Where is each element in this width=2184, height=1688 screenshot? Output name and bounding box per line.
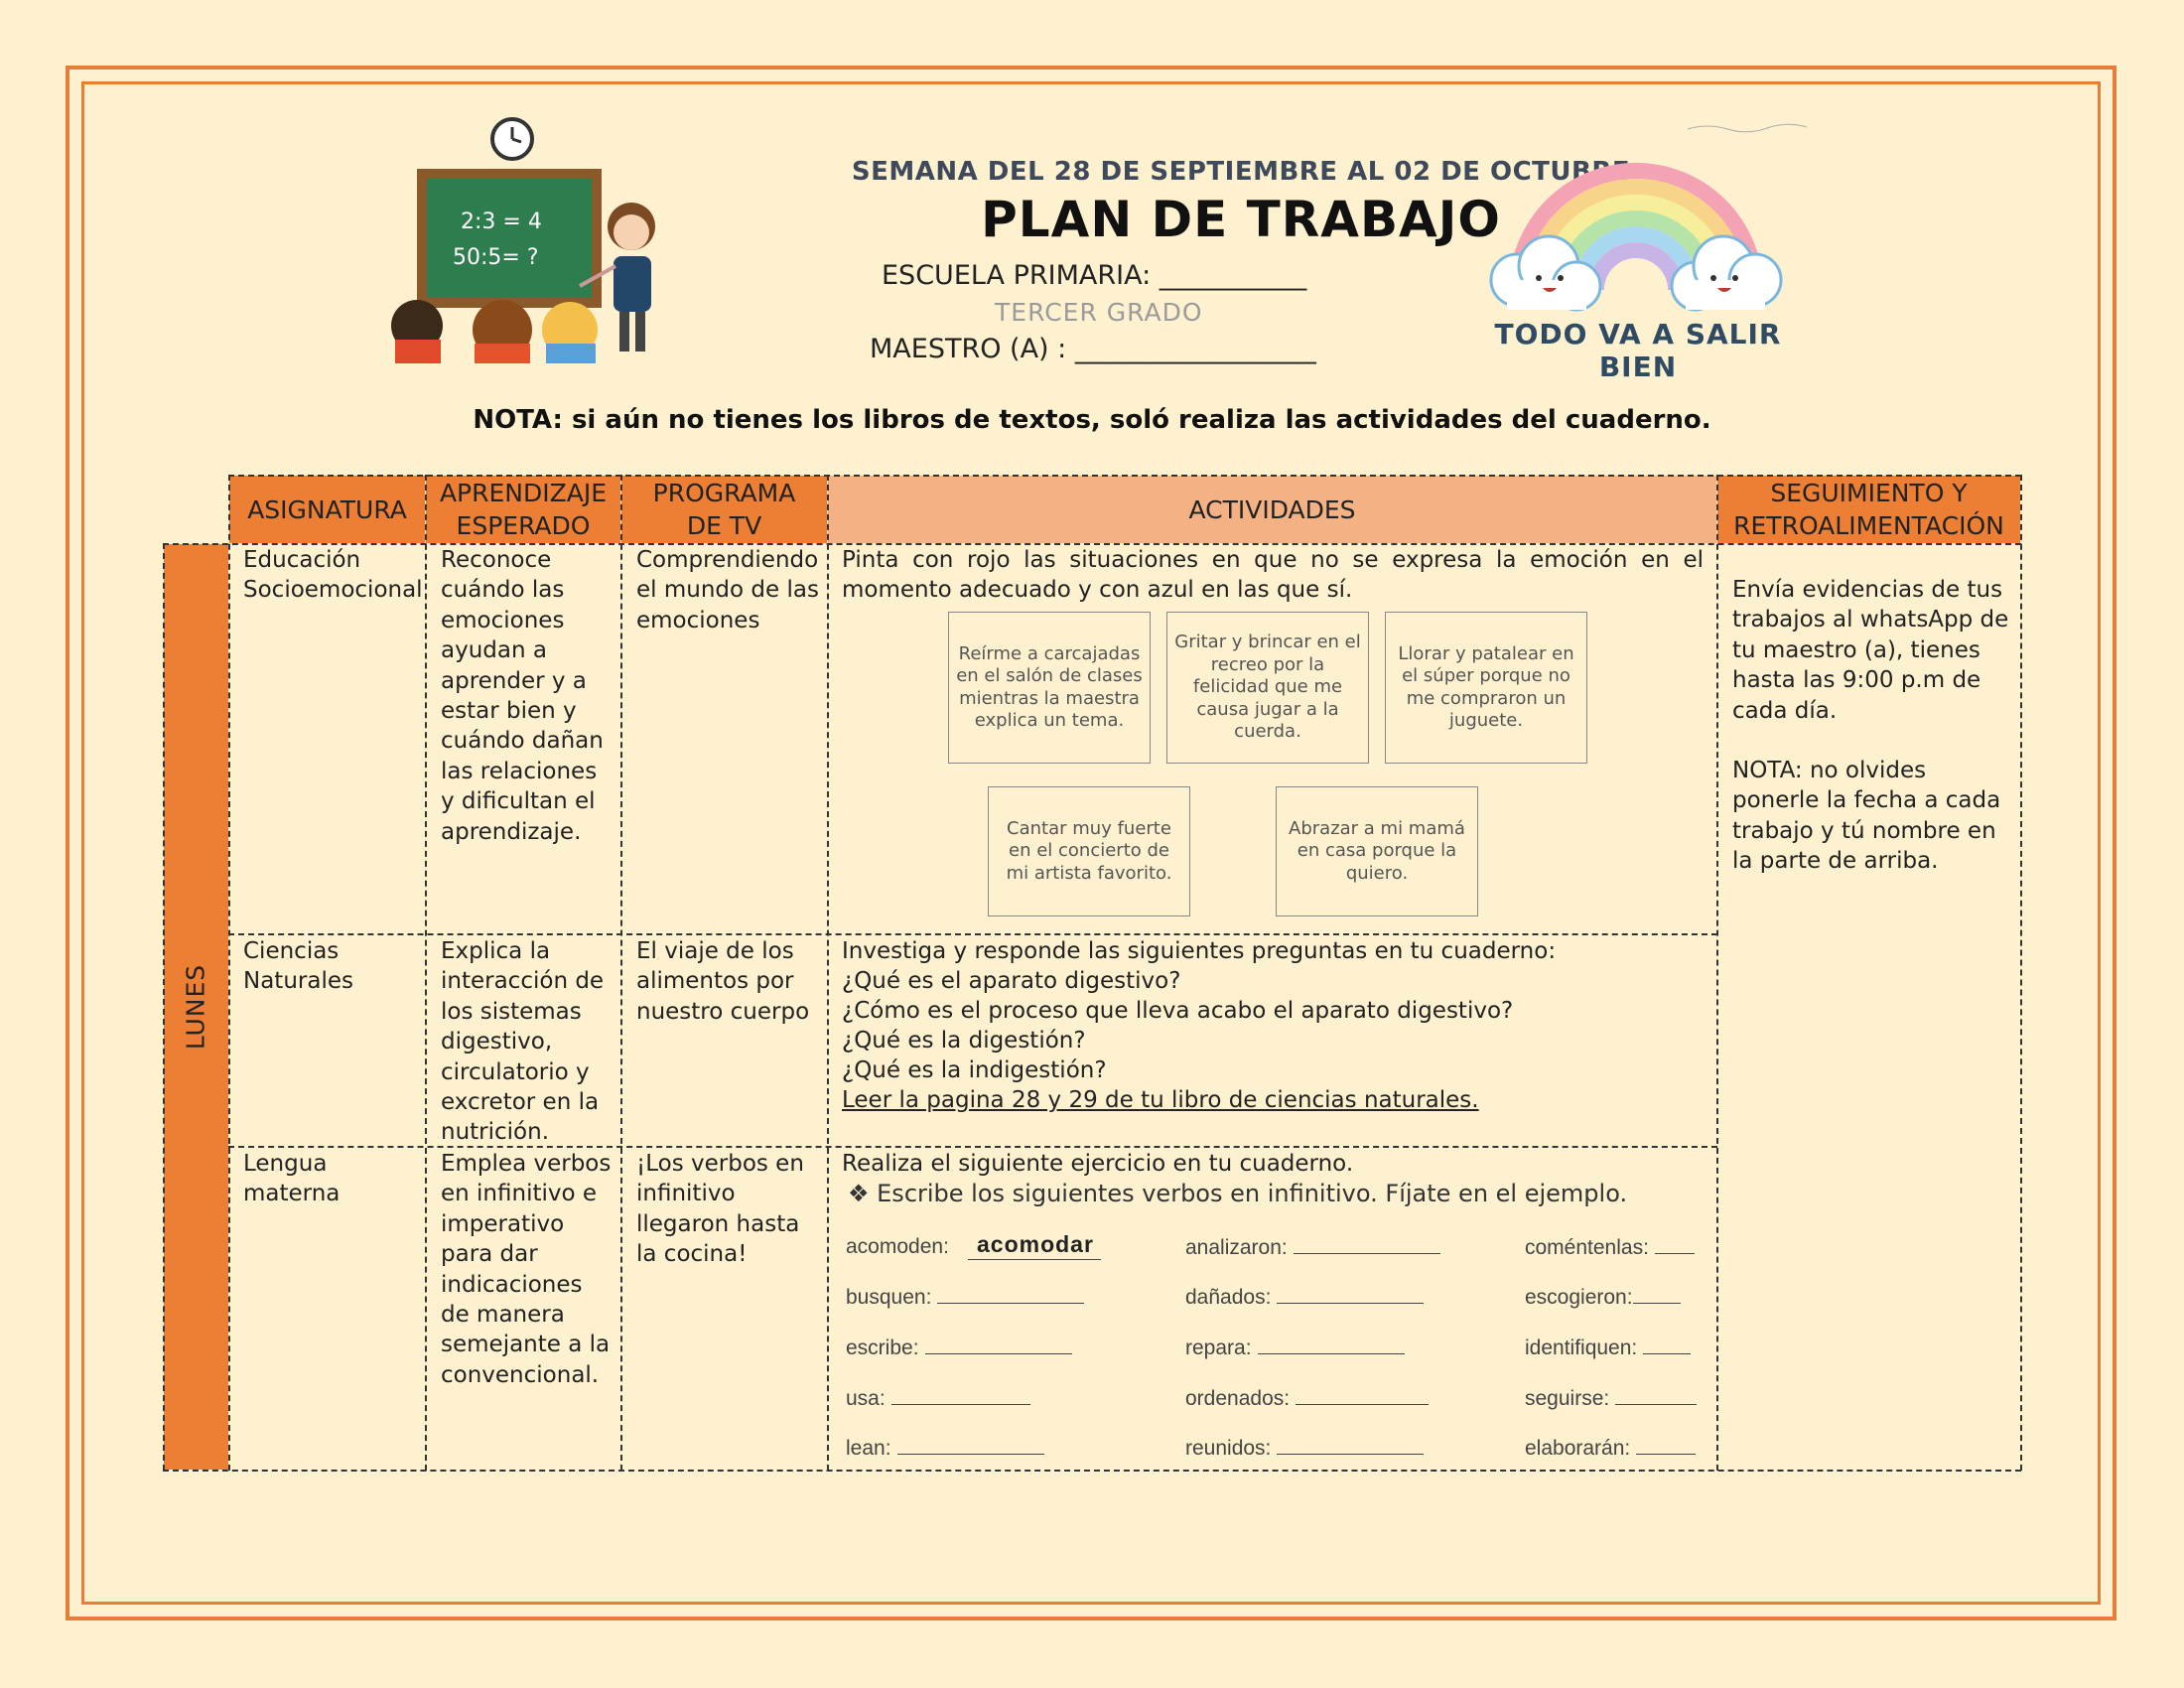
teacher-classroom-illustration [381, 117, 669, 363]
row1-actividad: Pinta con rojo las situaciones en que no se expresa la emoción en el momento adecuado y con azul en las que sí. [842, 547, 1704, 604]
row3-programa: ¡Los verbos en infinitivo llegaron hasta la cocina! [636, 1151, 804, 1268]
verb-item: identifiquen: [1525, 1336, 1691, 1360]
verb-item: analizaron: [1185, 1235, 1440, 1260]
verb-item: elaborarán: [1525, 1436, 1696, 1461]
row2-asignatura: Ciencias Naturales [243, 938, 353, 995]
example-answer-line [968, 1259, 1101, 1260]
row3-actividad: Realiza el siguiente ejercicio en tu cuaderno. [842, 1151, 1354, 1177]
grid-bottom [163, 1470, 2021, 1472]
seguimiento-text: Envía evidencias de tus trabajos al whatsApp de tu maestro (a), tienes hasta las 9:00 p.m de cada día. [1732, 577, 2009, 724]
emotion-box: Reírme a carcajadas en el salón de clases mientras la maestra explica un tema. [948, 612, 1151, 764]
row1-aprendizaje: Reconoce cuándo las emociones ayudan a aprender y a estar bien y cuándo dañan las relaciones y dificultan el aprendizaje. [441, 547, 604, 845]
verb-item: acomoden: [846, 1235, 949, 1258]
grade-label: TERCER GRADO [995, 298, 1203, 327]
grid-v5 [1716, 475, 1718, 1471]
verb-item: repara: [1185, 1336, 1405, 1360]
row3-asignatura: Lengua materna [243, 1151, 341, 1207]
row1-asignatura: Educación Socioemocional [243, 547, 423, 604]
row2-actividad-line: ¿Qué es el aparato digestivo? [842, 968, 1181, 994]
board-text-2: 50:5= ? [453, 245, 539, 270]
row1-programa: Comprendiendo el mundo de las emociones [636, 547, 819, 633]
school-field: ESCUELA PRIMARIA: ___________ [882, 260, 1307, 291]
grid-v1 [228, 475, 230, 1471]
row2-programa: El viaje de los alimentos por nuestro cuerpo [636, 938, 810, 1025]
grid-left [163, 543, 165, 1471]
verb-item: dañados: [1185, 1285, 1424, 1310]
header-aprendizaje: APRENDIZAJE ESPERADO [439, 479, 608, 540]
row3-aprendizaje: Emplea verbos en infinitivo e imperativo para dar indicaciones de manera semejante a la convencional. [441, 1151, 612, 1388]
header-seguimiento: SEGUIMIENTO Y RETROALIMENTACIÓN [1733, 479, 2004, 540]
grid-right [2020, 475, 2022, 1471]
verb-item: reunidos: [1185, 1436, 1424, 1461]
emotion-box: Gritar y brincar en el recreo por la felicidad que me causa jugar a la cuerda. [1166, 612, 1369, 764]
verb-item: usa: [846, 1386, 1030, 1411]
example-answer: acomodar [977, 1231, 1094, 1257]
row2-actividad-line: ¿Qué es la digestión? [842, 1028, 1086, 1054]
week-range: SEMANA DEL 28 DE SEPTIEMBRE AL 02 DE OCTUBRE [851, 157, 1631, 187]
grid-v3 [620, 475, 622, 1471]
emotion-box: Cantar muy fuerte en el concierto de mi artista favorito. [988, 786, 1190, 916]
row2-actividad-line: ¿Cómo es el proceso que lleva acabo el aparato digestivo? [842, 998, 1514, 1024]
verb-item: ordenados: [1185, 1386, 1429, 1411]
day-label: LUNES [181, 963, 210, 1051]
emotion-box: Llorar y patalear en el súper porque no me compraron un juguete. [1385, 612, 1587, 764]
verb-item: coméntenlas: [1525, 1235, 1695, 1260]
grid-top [228, 475, 2021, 477]
row2-actividad-link[interactable]: Leer la pagina 28 y 29 de tu libro de ciencias naturales. [842, 1087, 1479, 1113]
verb-item: lean: [846, 1436, 1044, 1461]
header-actividades: ACTIVIDADES [1188, 494, 1356, 524]
exercise-instruction: ❖ Escribe los siguientes verbos en infinitivo. Fíjate en el ejemplo. [848, 1180, 1628, 1207]
slogan: TODO VA A SALIR BIEN [1494, 318, 1782, 383]
grid-v4 [827, 475, 829, 1471]
row2-actividad-line: ¿Qué es la indigestión? [842, 1057, 1107, 1083]
board-text-1: 2:3 = 4 [461, 210, 542, 234]
verb-item: escogieron: [1525, 1285, 1681, 1310]
teacher-field: MAESTRO (A) : __________________ [870, 334, 1316, 364]
emotion-box: Abrazar a mi mamá en casa porque la quiero. [1276, 786, 1478, 916]
grid-row1-bottom [228, 933, 1717, 935]
note-text: NOTA: si aún no tienes los libros de textos, soló realiza las actividades del cuaderno. [473, 405, 1711, 435]
seguimiento-note: NOTA: no olvides ponerle la fecha a cada trabajo y tú nombre en la parte de arriba. [1732, 758, 2001, 875]
row2-aprendizaje: Explica la interacción de los sistemas digestivo, circulatorio y excretor en la nutrición. [441, 938, 605, 1146]
grid-v2 [425, 475, 427, 1471]
row2-actividad-line: Investiga y responde las siguientes preguntas en tu cuaderno: [842, 938, 1557, 964]
signature-watermark [1688, 123, 1807, 133]
verb-item: seguirse: [1525, 1386, 1697, 1411]
header-asignatura: ASIGNATURA [247, 494, 407, 524]
page-title: PLAN DE TRABAJO [981, 191, 1501, 248]
verb-item: busquen: [846, 1285, 1084, 1310]
header-programa: PROGRAMA DE TV [652, 479, 796, 540]
verb-item: escribe: [846, 1336, 1072, 1360]
